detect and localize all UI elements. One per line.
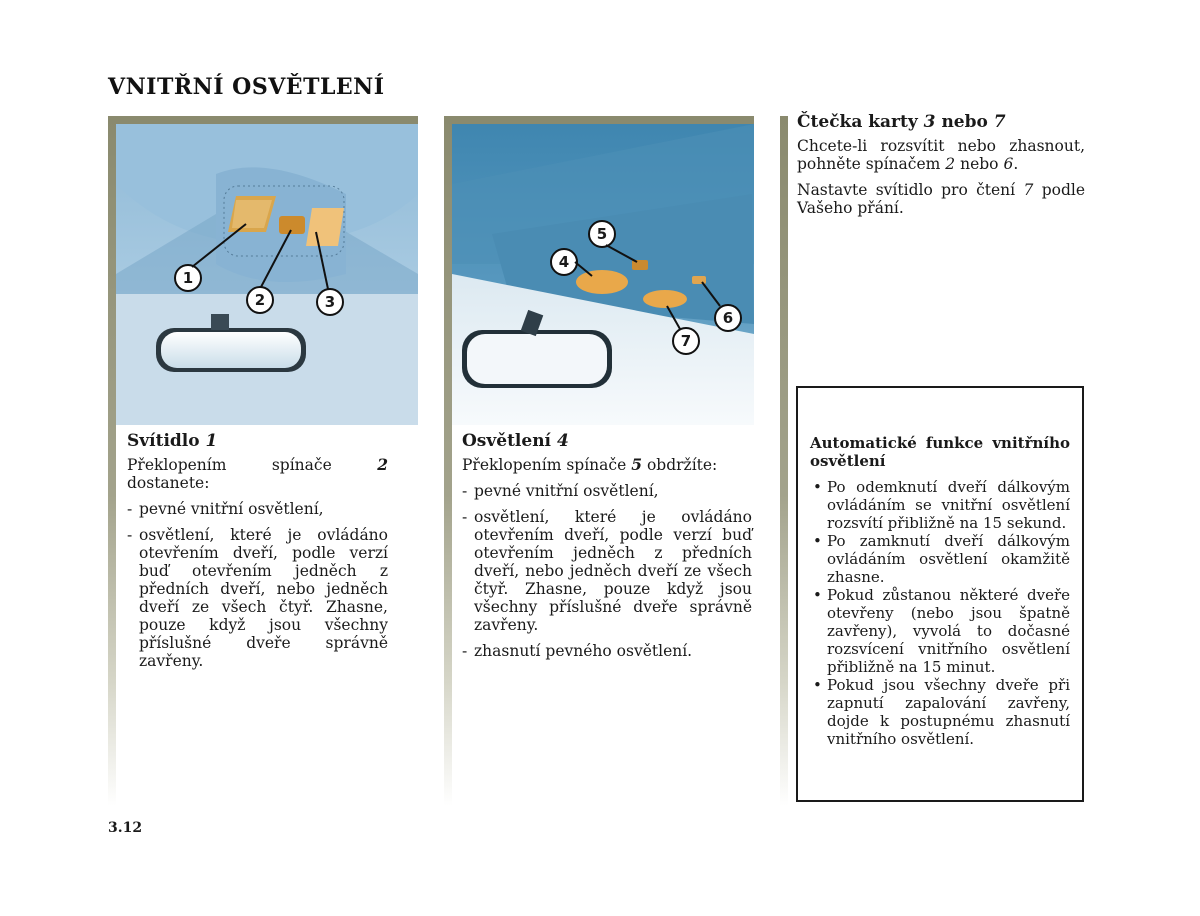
section-intro [127,456,388,492]
box-list [810,478,1070,748]
section-lighting [462,432,752,668]
section-heading-lighting [462,432,752,450]
heading-mid: nebo [941,112,988,132]
box-heading: Automatické funkce vnitřního osvětlení [810,434,1070,470]
p2-number: 7 [1023,181,1034,199]
list-item: - osvětlení, které je ovládáno otevřením dveří, podle verzí buď otevřením jedněch z předních dveří, nebo jedněch dveří ze všech čtyř. Zhasne, pouze když jsou všechny příslušné dveře správně zavřeny. [462,508,752,634]
p2-text: Nastavte svítidlo pro čtení [797,181,1016,199]
column-top-rule-middle [444,116,754,124]
list-item: - pevné vnitřní osvětlení, [127,500,388,518]
p1-number-b: 6 [1003,155,1014,173]
column-divider-middle [444,116,452,806]
automatic-functions-box [796,386,1084,802]
box-bullet: • Po odemknutí dveří dálkovým ovládáním se vnitřní osvětlení rozsvítí přibližně na 15 sekund. [810,478,1070,532]
page-title: VNITŘNÍ OSVĚTLENÍ [108,74,385,100]
box-bullet: • Pokud jsou všechny dveře při zapnutí zapalování zavřeny, dojde k postupnému zhasnutí vnitřního osvětlení. [810,676,1070,748]
heading-number-b: 7 [993,112,1006,132]
box-bullet: • Po zamknutí dveří dálkovým ovládáním osvětlení okamžitě zhasne. [810,532,1070,586]
intro-text: Překlopením spínače [127,456,332,474]
box-bullet: • Pokud zůstanou některé dveře otevřeny (nebo jsou špatně zavřeny), vyvolá to dočasné rozsvícení vnitřního osvětlení přibližně na 15 minut. [810,586,1070,676]
p1-number-a: 2 [945,155,956,173]
column-top-rule-left [108,116,418,124]
paragraph-switch [797,137,1085,173]
intro-number: 5 [631,455,642,474]
intro-number: 2 [377,455,388,474]
heading-text: Čtečka karty [797,112,918,132]
section-reading-light [797,113,1085,225]
heading-number: 4 [556,431,569,451]
intro-text-end: dostanete: [127,474,210,492]
section-heading-reading-light [797,113,1085,131]
p1-end: . [1013,155,1019,173]
section-heading-ceiling-light [127,432,388,450]
paragraph-adjust [797,181,1085,217]
column-divider-right [780,116,788,806]
callout-7: 7 [672,327,700,355]
intro-text-end: obdržíte: [646,456,718,474]
p2-end: podle Vašeho přání. [797,181,1086,217]
heading-number: 1 [205,431,218,451]
ceiling-light-photo-1 [116,124,418,425]
ceiling-light-photo-2 [452,124,754,425]
p1-text: Chcete-li rozsvítit nebo zhasnout, pohněte spínačem [797,137,1085,173]
section-ceiling-light [127,432,388,678]
heading-text: Svítidlo [127,431,200,451]
callout-1: 1 [174,264,202,292]
column-divider-left [108,116,116,806]
callout-3: 3 [316,288,344,316]
intro-text: Překlopením spínače [462,456,627,474]
callout-6: 6 [714,304,742,332]
callout-2: 2 [246,286,274,314]
heading-text: Osvětlení [462,431,552,451]
callout-4: 4 [550,248,578,276]
list-item: - pevné vnitřní osvětlení, [462,482,752,500]
callout-5: 5 [588,220,616,248]
page-number: 3.12 [108,820,143,836]
callout-lines-1 [116,124,418,425]
list-item: - osvětlení, které je ovládáno otevřením dveří, podle verzí buď otevřením jedněch z předních dveří, nebo jedněch dveří ze všech čtyř. Zhasne, pouze když jsou všechny příslušné dveře správně zavřeny. [127,526,388,670]
heading-number-a: 3 [923,112,936,132]
p1-mid: nebo [960,155,999,173]
list-item: - zhasnutí pevného osvětlení. [462,642,752,660]
section-intro [462,456,752,474]
callout-lines-2 [452,124,754,425]
